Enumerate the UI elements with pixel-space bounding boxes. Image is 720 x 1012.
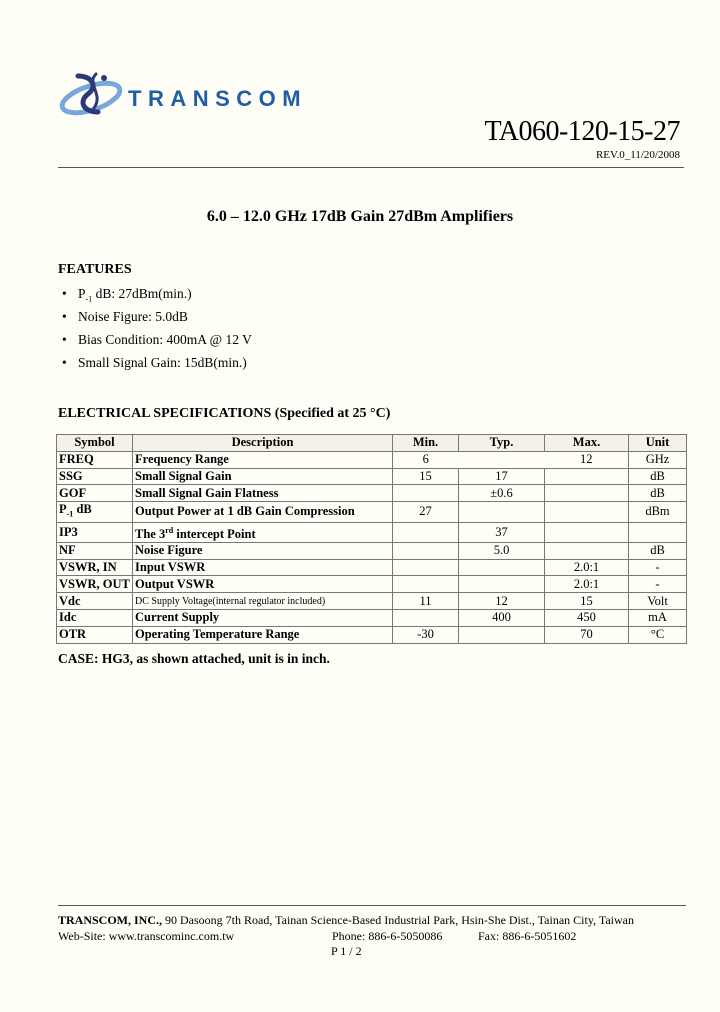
column-header: Symbol	[57, 435, 133, 452]
table-row: VSWR, OUT Output VSWR 2.0:1 -	[57, 576, 687, 593]
column-header: Min.	[393, 435, 459, 452]
specifications-table	[56, 434, 687, 644]
part-number: TA060-120-15-27	[484, 116, 680, 147]
table-row: $P_{-1}$ dB Output Power at 1 dB Gain Compression 27 dBm	[57, 502, 687, 523]
brand-name: TRANSCOM	[128, 86, 308, 111]
table-row: FREQ Frequency Range 6 12 GHz	[57, 451, 687, 468]
footer-phone: Phone: 886-6-5050086	[332, 929, 443, 943]
column-header: Description	[133, 435, 393, 452]
column-header: Max.	[545, 435, 629, 452]
case-note: CASE: HG3, as shown attached, unit is in inch.	[58, 651, 330, 666]
table-row: Idc Current Supply 400 450 mA	[57, 610, 687, 627]
footer-fax: Fax: 886-6-5051602	[478, 929, 577, 943]
table-row: SSG Small Signal Gain 15 17 dB	[57, 468, 687, 485]
footer-website[interactable]: Web-Site: www.transcominc.com.tw	[58, 929, 235, 943]
table-row: NF Noise Figure 5.0 dB	[57, 542, 687, 559]
document-title: 6.0 – 12.0 GHz 17dB Gain 27dBm Amplifiers	[206, 208, 514, 225]
footer-divider	[58, 905, 686, 906]
table-row: Vdc DC Supply Voltage(internal regulator included) 11 12 15 Volt	[57, 593, 687, 610]
column-header: Unit	[629, 435, 687, 452]
table-row: IP3 The 3rd intercept Point 37	[57, 522, 687, 542]
column-header: Typ.	[459, 435, 545, 452]
features-heading: FEATURES	[58, 262, 132, 277]
footer-address: TRANSCOM, INC., 90 Dasoong 7th Road, Tainan Science-Based Industrial Park, Hsin-She Dist., Tainan City, Taiwan	[58, 913, 634, 927]
table-row: GOF Small Signal Gain Flatness ±0.6 dB	[57, 485, 687, 502]
feature-item: • Noise Figure: 5.0dB	[62, 309, 188, 324]
feature-item: • Small Signal Gain: 15dB(min.)	[62, 355, 247, 370]
table-row: VSWR, IN Input VSWR 2.0:1 -	[57, 559, 687, 576]
feature-item: • $P_{-1}$ dB: 27dBm(min.)	[62, 286, 192, 304]
table-row: OTR Operating Temperature Range -30 70 °C	[57, 626, 687, 643]
page-number: P 1 / 2	[331, 944, 362, 958]
specifications-heading: ELECTRICAL SPECIFICATIONS (Specified at 25 °C)	[58, 406, 391, 421]
table-header-row	[57, 435, 687, 452]
header-divider	[58, 167, 684, 168]
feature-item: • Bias Condition: 400mA @ 12 V	[62, 332, 252, 347]
revision-label: REV.0_11/20/2008	[595, 149, 680, 161]
transcom-logo-icon	[58, 68, 128, 120]
